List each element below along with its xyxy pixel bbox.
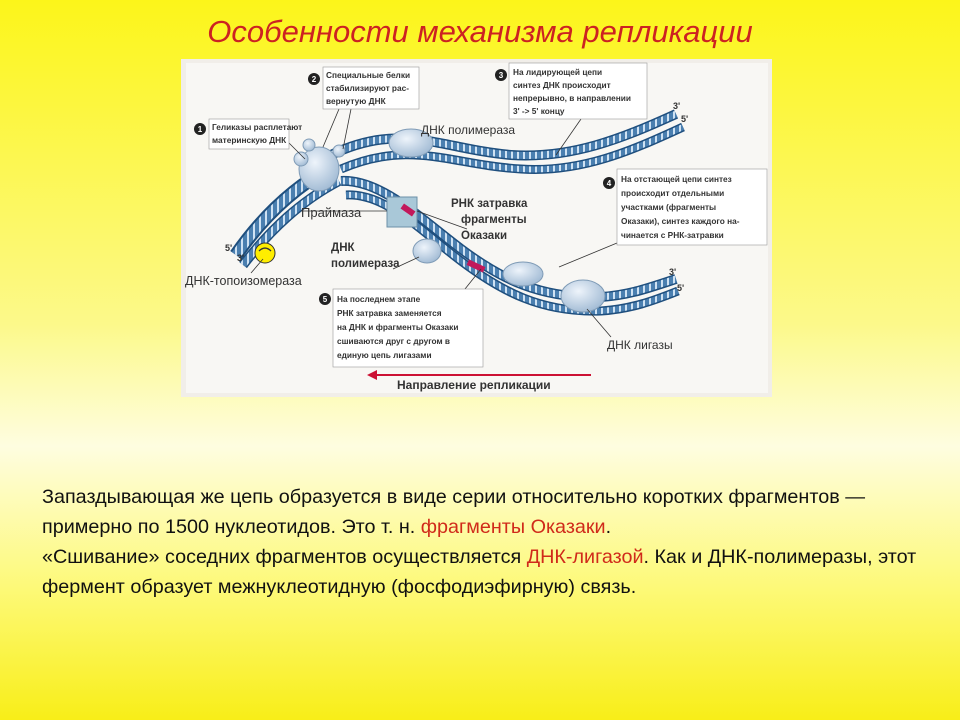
paragraph-2: «Сшивание» соседних фрагментов осуществляется ДНК-лигазой. Как и ДНК-полимеразы, этот фермент образует межнуклеотидную (фосфодиэфирную) связь. [42,546,917,598]
label-3-bottom: 3' [669,267,677,277]
topoisomerase-icon [255,243,275,263]
label-5-top: 5' [681,114,689,124]
ligase-enzyme [561,280,605,312]
label-ligase: ДНК лигазы [607,338,673,352]
dna-ligase-term: ДНК-лигазой [526,546,644,568]
svg-text:На отстающей цепи синтез: На отстающей цепи синтез происходит отдельными участками (фрагменты Оказаки), синтез каждого на- чинается с РНК-затравки [621,174,740,240]
note-2 [308,67,419,109]
note-5-number: 5 [322,295,328,304]
label-dna-polymerase-top: ДНК полимераза [421,123,516,137]
svg-text:На лидирующей цепи синте: На лидирующей цепи синтез ДНК происходит непрерывно, в направлении 3' -> 5' концу [513,67,631,116]
svg-text:Геликазы расплетают мате: Геликазы расплетают материнскую ДНК [212,122,303,145]
svg-text:На последнем этапе РНК з: На последнем этапе РНК затравка заменяется на ДНК и фрагменты Оказаки сшиваются друг с другом в единую цепь лигазами [337,294,459,360]
label-dna-polymerase-bottom: ДНК полимераза [331,242,400,270]
note-4 [603,169,767,245]
paragraph-1: Запаздывающая же цепь образуется в виде серии относительно коротких фрагментов — примерно по 1500 нуклеотидов. Это т. н. фрагменты Оказаки. [42,486,865,538]
label-topoisomerase: ДНК-топоизомераза [185,274,302,288]
label-3-top: 3' [673,101,681,111]
note-2-number: 2 [311,75,317,84]
svg-text:Специальные белки стабил: Специальные белки стабилизируют рас- вернутую ДНК [326,70,411,106]
note-3 [495,63,647,119]
dna-polymerase-bottom-enzyme [413,239,441,263]
replication-diagram [181,59,772,397]
note-1-number: 1 [197,125,203,134]
note-5 [319,289,483,367]
note-4-number: 4 [606,179,612,188]
note-1 [194,119,305,149]
slide-title: Особенности механизма репликации [207,14,753,49]
body-text [42,482,932,602]
okazaki-fragments-term: фрагменты Оказаки [420,516,606,538]
label-primase: Праймаза [301,205,362,220]
label-5-left: 5' [225,243,233,253]
label-rna-primer: РНК затравка фрагменты Оказаки [451,198,528,242]
label-3-left: 3' [237,253,245,263]
label-5-bottom: 5' [677,283,685,293]
label-direction: Направление репликации [397,378,551,392]
note-3-number: 3 [498,71,504,80]
